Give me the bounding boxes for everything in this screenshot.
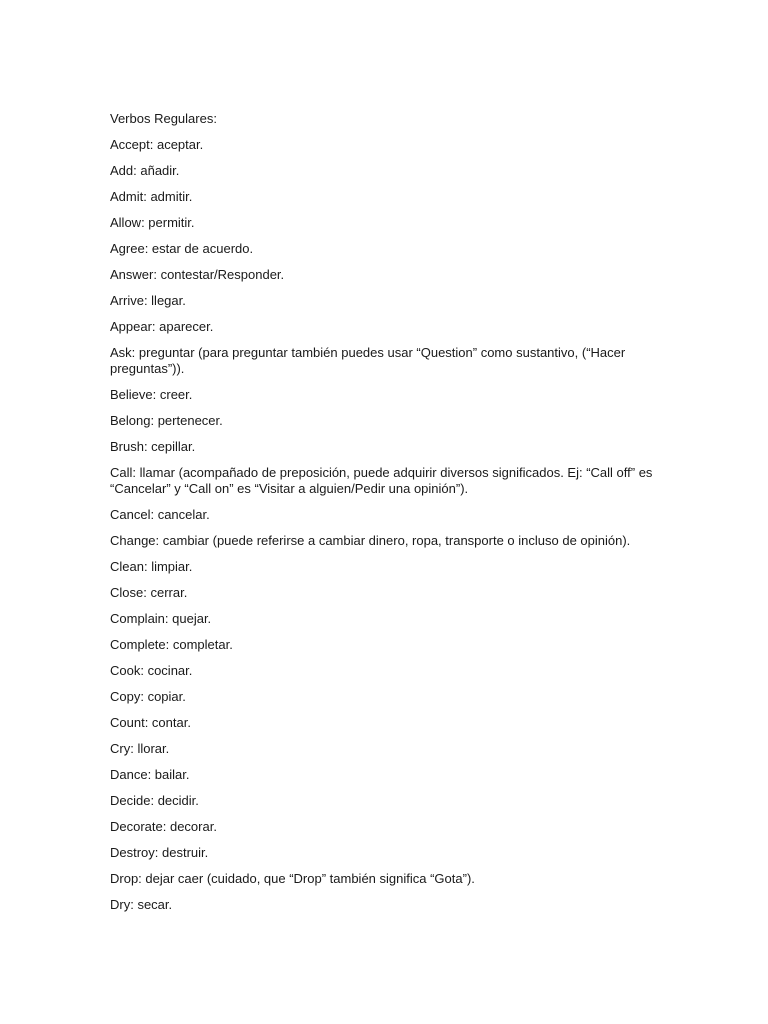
verb-entry-cancel: Cancel: cancelar.	[110, 507, 210, 522]
document-body	[110, 111, 670, 923]
verb-entry-complain: Complain: quejar.	[110, 611, 212, 626]
verb-entry-admit: Admit: admitir.	[110, 189, 193, 204]
verb-entry-ask: Ask: preguntar (para preguntar también puedes usar “Question” como sustantivo, (“Hacer preguntas”)).	[110, 345, 626, 376]
verb-entry-agree: Agree: estar de acuerdo.	[110, 241, 254, 256]
page-title: Verbos Regulares:	[110, 111, 217, 126]
verb-entry-dance: Dance: bailar.	[110, 767, 190, 782]
verb-entry-brush: Brush: cepillar.	[110, 439, 196, 454]
verb-entry-drop: Drop: dejar caer (cuidado, que “Drop” también significa “Gota”).	[110, 871, 475, 886]
verb-entry-cook: Cook: cocinar.	[110, 663, 193, 678]
verb-entry-decide: Decide: decidir.	[110, 793, 199, 808]
verb-entry-change: Change: cambiar (puede referirse a cambiar dinero, ropa, transporte o incluso de opinión).	[110, 533, 631, 548]
verb-entry-destroy: Destroy: destruir.	[110, 845, 209, 860]
verb-entry-call: Call: llamar (acompañado de preposición, puede adquirir diversos significados. Ej: “Call off” es “Cancelar” y “Call on” es “Visitar a alguien/Pedir una opinión”).	[110, 465, 653, 496]
verb-entry-answer: Answer: contestar/Responder.	[110, 267, 285, 282]
verb-entry-decorate: Decorate: decorar.	[110, 819, 217, 834]
verb-entry-accept: Accept: aceptar.	[110, 137, 204, 152]
verb-entry-close: Close: cerrar.	[110, 585, 188, 600]
verb-entry-arrive: Arrive: llegar.	[110, 293, 186, 308]
verb-entry-clean: Clean: limpiar.	[110, 559, 193, 574]
verb-entry-complete: Complete: completar.	[110, 637, 233, 652]
verb-entry-belong: Belong: pertenecer.	[110, 413, 223, 428]
verb-entry-allow: Allow: permitir.	[110, 215, 195, 230]
verb-entry-copy: Copy: copiar.	[110, 689, 186, 704]
verb-entry-appear: Appear: aparecer.	[110, 319, 214, 334]
verb-entry-cry: Cry: llorar.	[110, 741, 170, 756]
verb-entry-dry: Dry: secar.	[110, 897, 173, 912]
verb-entry-add: Add: añadir.	[110, 163, 180, 178]
verb-entry-count: Count: contar.	[110, 715, 191, 730]
verb-entry-believe: Believe: creer.	[110, 387, 193, 402]
